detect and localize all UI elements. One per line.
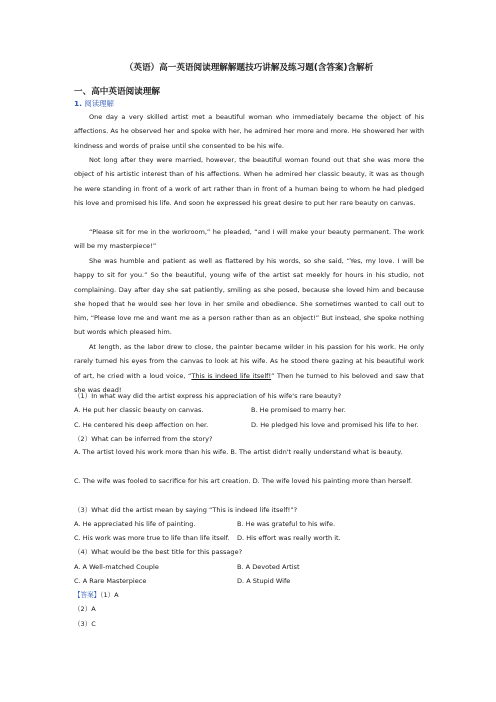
answer-line-1: [74, 590, 119, 600]
q3-option-b: B. He was grateful to his wife.: [237, 520, 336, 528]
question-2-options-ab: A. The artist loved his work more than his wife. B. The artist didn't really understand what is beauty.: [74, 448, 403, 456]
question-number: 1.: [74, 99, 82, 108]
q1-option-d: D. He pledged his love and promised his life to her.: [251, 421, 419, 429]
question-3-stem: （3）What did the artist mean by saying “This is indeed life itself!”?: [74, 506, 298, 514]
question-3-options-ab: [74, 519, 424, 529]
passage-paragraph-3: “Please sit for me in the workroom,” he pleaded, “and I will make your beauty permanent. The work will be my masterpiece!”: [74, 228, 424, 251]
question-4-stem: （4）What would be the best title for this passage?: [74, 548, 243, 556]
question-4-options-ab: [74, 562, 424, 572]
passage-paragraph-2: Not long after they were married, however, the beautiful woman found out that she was more the object of his artistic interest than of his affections. When he admired her classic beauty, it was as though he were standing in front of a work of art rather than in front of a human being to whom he had pledged his love and promised his life. And soon he expressed his great desire to put her rare beauty on canvas.: [74, 156, 424, 207]
question-1-options-cd: [74, 420, 424, 430]
answer-label: 【答案】: [74, 591, 101, 599]
q4-option-a: A. A Well-matched Couple: [74, 563, 159, 571]
answer-1: （1）A: [100, 591, 119, 599]
passage-paragraph-1: One day a very skilled artist met a beautiful woman who immediately became the object of his affections. As he observed her and spoke with her, he admired her more and more. He showered her with kindness and words of praise until she consented to be his wife.: [74, 113, 424, 150]
section-heading: 一、高中英语阅读理解: [74, 87, 160, 97]
question-2-options-cd: C. The wife was fooled to sacrifice for his art creation. D. The wife loved his painting more than herself.: [74, 477, 413, 485]
q4-option-b: B. A Devoted Artist: [237, 563, 300, 571]
passage-paragraph-5: [74, 340, 424, 397]
q4-option-c: C. A Rare Masterpiece: [74, 577, 147, 585]
q3-option-a: A. He appreciated his life of painting.: [74, 520, 196, 528]
underlined-quote: This is indeed life itself!: [191, 371, 272, 380]
q1-option-b: B. He promised to marry her.: [251, 406, 346, 414]
passage-paragraph-4: She was humble and patient as well as flattered by his words, so she said, “Yes, my love. I will be happy to sit for you.” So the beautiful, young wife of the artist sat meekly for hours in his studio, not complaining. Day after day she sat patiently, smiling as she posed, because she loved him and because she hoped that he would see her love in her smile and obedience. She sometimes wanted to call out to him, “Please love me and want me as a person rather than as an object!” But instead, she spoke nothing but words which pleased him.: [74, 257, 424, 337]
answer-2: （2）A: [74, 605, 96, 613]
question-2-stem: （2）What can be inferred from the story?: [74, 435, 213, 443]
p5-text-after: ” Then he turned to his beloved and saw that she was dead!: [74, 371, 424, 394]
question-1-stem: （1）In what way did the artist express his appreciation of his wife's rare beauty?: [74, 392, 342, 400]
question-heading: [74, 98, 114, 109]
question-4-options-cd: [74, 576, 424, 586]
q1-option-c: C. He centered his deep affection on her.: [74, 421, 209, 429]
q4-option-d: D. A Stupid Wife: [237, 577, 291, 585]
question-3-options-cd: [74, 533, 424, 543]
answer-3: （3）C: [74, 620, 96, 628]
question-1-options-ab: [74, 405, 424, 415]
question-label: 阅读理解: [84, 99, 114, 108]
q3-option-d: D. His effort was really worth it.: [237, 534, 341, 542]
q1-option-a: A. He put her classic beauty on canvas.: [74, 406, 204, 414]
q3-option-c: C. His work was more true to life than life itself.: [74, 534, 230, 542]
p5-text-before: At length, as the labor drew to close, the painter became wilder in his passion for his work. He only rarely turned his eyes from the canvas to look at his wife. As he stood there gazing at his beautiful work of art, he cried with a loud voice, “: [74, 343, 424, 380]
page-title: （英语）高一英语阅读理解解题技巧讲解及练习题(含答案)含解析: [124, 63, 374, 73]
